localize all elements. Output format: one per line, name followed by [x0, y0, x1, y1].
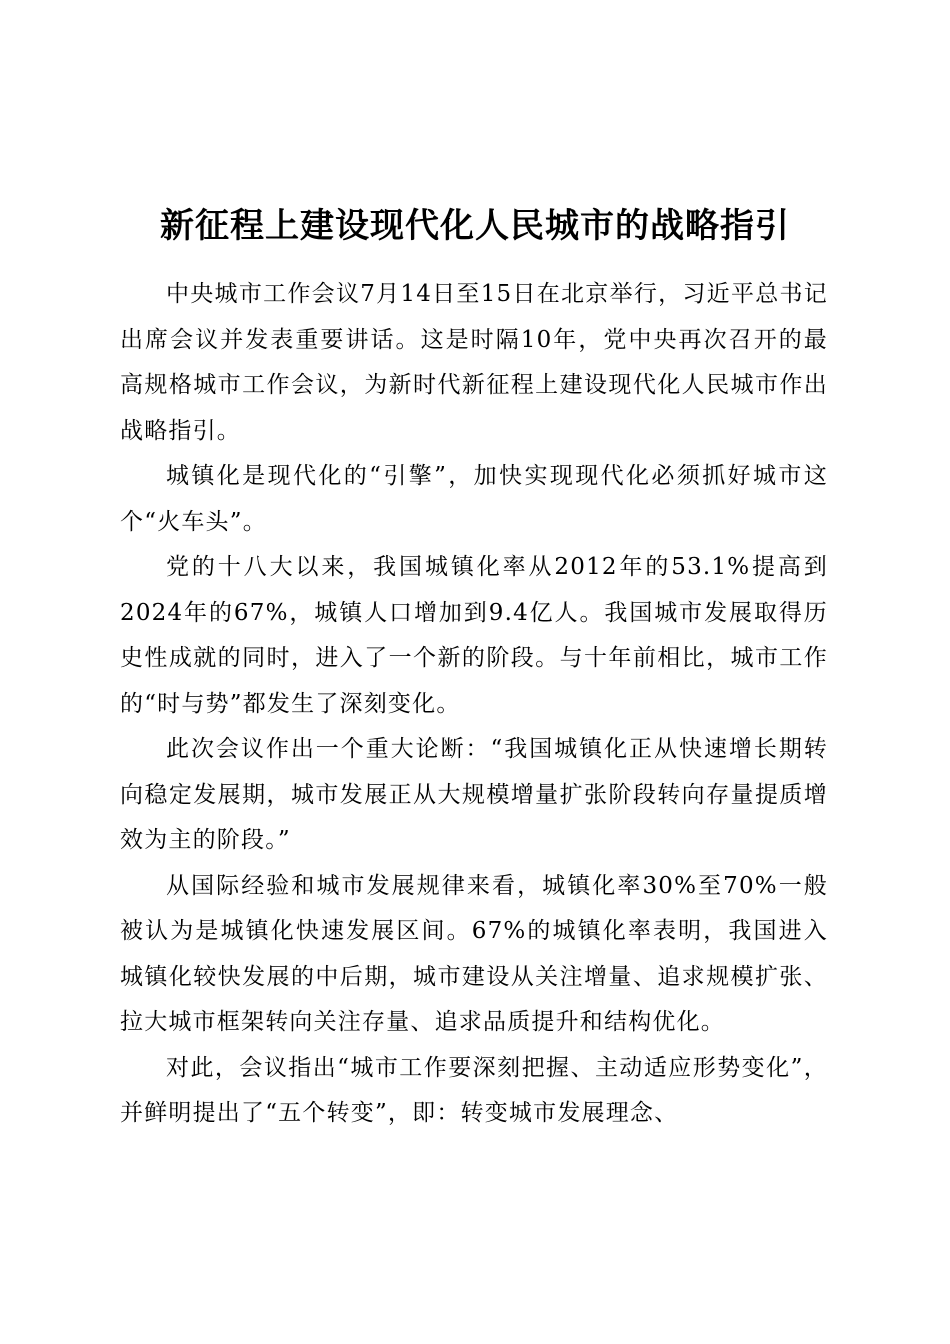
page-title: 新征程上建设现代化人民城市的战略指引: [160, 205, 790, 246]
paragraph: 从国际经验和城市发展规律来看，城镇化率30%至70%一般被认为是城镇化快速发展区间。67%的城镇化率表明，我国进入城镇化较快发展的中后期，城市建设从关注增量、追求规模扩张、拉大城市框架转向关注存量、追求品质提升和结构优化。: [120, 872, 828, 1035]
paragraph: 对此，会议指出“城市工作要深刻把握、主动适应形势变化”，并鲜明提出了“五个转变”，即：转变城市发展理念、: [120, 1054, 828, 1126]
paragraph: 党的十八大以来，我国城镇化率从2012年的53.1%提高到2024年的67%，城镇人口增加到9.4亿人。我国城市发展取得历史性成就的同时，进入了一个新的阶段。与十年前相比，城市工作的“时与势”都发生了深刻变化。: [120, 554, 828, 717]
paragraph: 中央城市工作会议7月14日至15日在北京举行，习近平总书记出席会议并发表重要讲话。这是时隔10年，党中央再次召开的最高规格城市工作会议，为新时代新征程上建设现代化人民城市作出战略指引。: [120, 281, 828, 444]
paragraph: 此次会议作出一个重大论断：“我国城镇化正从快速增长期转向稳定发展期，城市发展正从大规模增量扩张阶段转向存量提质增效为主的阶段。”: [120, 736, 828, 853]
article-body: [120, 272, 828, 1137]
paragraph: 城镇化是现代化的“引擎”，加快实现现代化必须抓好城市这个“火车头”。: [120, 463, 828, 535]
